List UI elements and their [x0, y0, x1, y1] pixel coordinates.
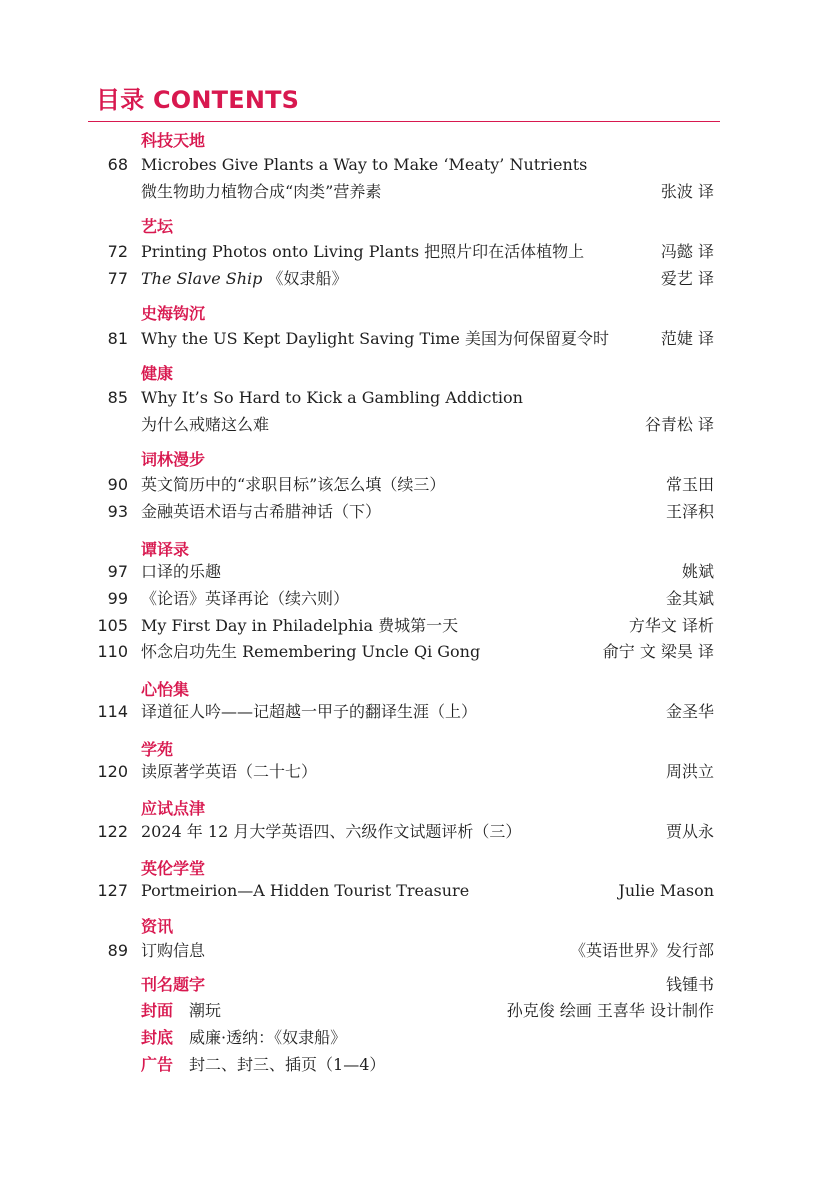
page-number: 81	[107, 329, 128, 348]
credit-ads	[0, 1053, 820, 1077]
translator: 谷青松 译	[644, 415, 714, 434]
entry-title: My First Day in Philadelphia 费城第一天	[141, 616, 459, 635]
calligraphy-label: 刊名题字	[141, 975, 206, 994]
entry-title: Printing Photos onto Living Plants 把照片印在活体植物上	[141, 242, 585, 261]
toc-entry[interactable]	[0, 587, 820, 611]
entry-title: 读原著学英语（二十七）	[141, 762, 318, 781]
page-number: 105	[97, 616, 128, 635]
toc-entry[interactable]	[0, 240, 820, 264]
page-number: 72	[107, 242, 128, 261]
toc-entry[interactable]	[0, 386, 820, 410]
page-number: 68	[107, 155, 128, 174]
translator: 姚斌	[681, 562, 714, 581]
translator: 金圣华	[665, 702, 714, 721]
page-number: 85	[107, 388, 128, 407]
translator: 张波 译	[660, 182, 714, 201]
credit-back	[0, 1026, 820, 1050]
toc-entry[interactable]	[0, 820, 820, 844]
entry-title: Microbes Give Plants a Way to Make ‘Meaty’ Nutrients	[141, 155, 588, 174]
section-heading: 应试点津	[141, 799, 206, 818]
back-label: 封底	[141, 1028, 174, 1047]
translator: 周洪立	[665, 762, 714, 781]
entry-title: 《论语》英译再论（续六则）	[141, 589, 350, 608]
page-number: 77	[107, 269, 128, 288]
page-number: 120	[97, 762, 128, 781]
credit-calligraphy	[0, 973, 820, 997]
toc-entry[interactable]	[0, 153, 820, 177]
translator: 冯懿 译	[660, 242, 714, 261]
section-heading: 科技天地	[141, 131, 206, 150]
credit-line	[141, 999, 221, 1023]
toc-entry[interactable]	[0, 500, 820, 524]
translator: 常玉田	[665, 475, 714, 494]
ads-label: 广告	[141, 1055, 174, 1074]
section-heading: 资讯	[141, 917, 174, 936]
entry-title: 英文简历中的“求职目标”该怎么填（续三）	[141, 475, 446, 494]
toc-entry[interactable]	[0, 560, 820, 584]
page-number: 114	[97, 702, 128, 721]
toc-entry[interactable]	[0, 939, 820, 963]
entry-title: Why the US Kept Daylight Saving Time 美国为何保留夏令时	[141, 329, 609, 348]
page-number: 97	[107, 562, 128, 581]
entry-title: 译道征人吟——记超越一甲子的翻译生涯（上）	[141, 702, 478, 721]
page-title: 目录 CONTENTS	[96, 86, 300, 114]
translator: 爱艺 译	[660, 269, 714, 288]
translator: Julie Mason	[618, 881, 714, 900]
cover-value: 潮玩	[189, 1001, 222, 1020]
ads-value: 封二、封三、插页（1—4）	[189, 1055, 386, 1074]
entry-title: 口译的乐趣	[141, 562, 222, 581]
toc-entry[interactable]	[0, 700, 820, 724]
credit-line	[141, 1053, 385, 1077]
title-divider	[88, 121, 720, 122]
entry-title: Portmeirion—A Hidden Tourist Treasure	[141, 881, 470, 900]
page-number: 127	[97, 881, 128, 900]
section-heading: 史海钩沉	[141, 304, 206, 323]
section-heading: 词林漫步	[141, 450, 206, 469]
section-heading: 艺坛	[141, 217, 174, 236]
toc-entry[interactable]	[0, 760, 820, 784]
toc-entry[interactable]	[0, 267, 820, 291]
credit-line	[141, 1026, 346, 1050]
page-number: 110	[97, 642, 128, 661]
entry-title: 2024 年 12 月大学英语四、六级作文试题评析（三）	[141, 822, 522, 841]
toc-entry[interactable]	[0, 879, 820, 903]
entry-title: 为什么戒赌这么难	[141, 415, 270, 434]
section-heading: 谭译录	[141, 540, 190, 559]
cover-label: 封面	[141, 1001, 174, 1020]
section-heading: 健康	[141, 364, 174, 383]
entry-title: 订购信息	[141, 941, 206, 960]
entry-title: Why It’s So Hard to Kick a Gambling Addiction	[141, 388, 523, 407]
section-heading: 学苑	[141, 740, 174, 759]
toc-entry[interactable]	[0, 640, 820, 664]
section-heading: 心怡集	[141, 680, 190, 699]
toc-entry[interactable]	[0, 614, 820, 638]
entry-title: 怀念启功先生 Remembering Uncle Qi Gong	[141, 642, 481, 661]
section-heading: 英伦学堂	[141, 859, 206, 878]
translator: 《英语世界》发行部	[569, 941, 714, 960]
translator: 王泽积	[665, 502, 714, 521]
back-value: 威廉·透纳：《奴隶船》	[189, 1028, 347, 1047]
entry-title: 金融英语术语与古希腊神话（下）	[141, 502, 382, 521]
entry-title-italic: The Slave Ship	[141, 269, 263, 288]
toc-entry[interactable]	[0, 327, 820, 351]
cover-credit: 孙克俊 绘画 王喜华 设计制作	[506, 1001, 714, 1020]
credit-label	[141, 973, 221, 997]
translator: 范婕 译	[660, 329, 714, 348]
entry-title: 微生物助力植物合成“肉类”营养素	[141, 182, 382, 201]
page-number: 122	[97, 822, 128, 841]
credit-value: 钱锺书	[665, 975, 714, 994]
page-number: 89	[107, 941, 128, 960]
entry-title-rest: 《奴隶船》	[267, 269, 348, 288]
toc-entry-line2[interactable]	[0, 413, 820, 437]
translator: 俞宁 文 梁昊 译	[602, 642, 714, 661]
page-number: 90	[107, 475, 128, 494]
entry-title	[141, 267, 347, 291]
page-number: 93	[107, 502, 128, 521]
credit-cover	[0, 999, 820, 1023]
translator: 金其斌	[665, 589, 714, 608]
page-number: 99	[107, 589, 128, 608]
translator: 贾从永	[665, 822, 714, 841]
toc-entry-line2[interactable]	[0, 180, 820, 204]
translator: 方华文 译析	[628, 616, 714, 635]
toc-entry[interactable]	[0, 473, 820, 497]
